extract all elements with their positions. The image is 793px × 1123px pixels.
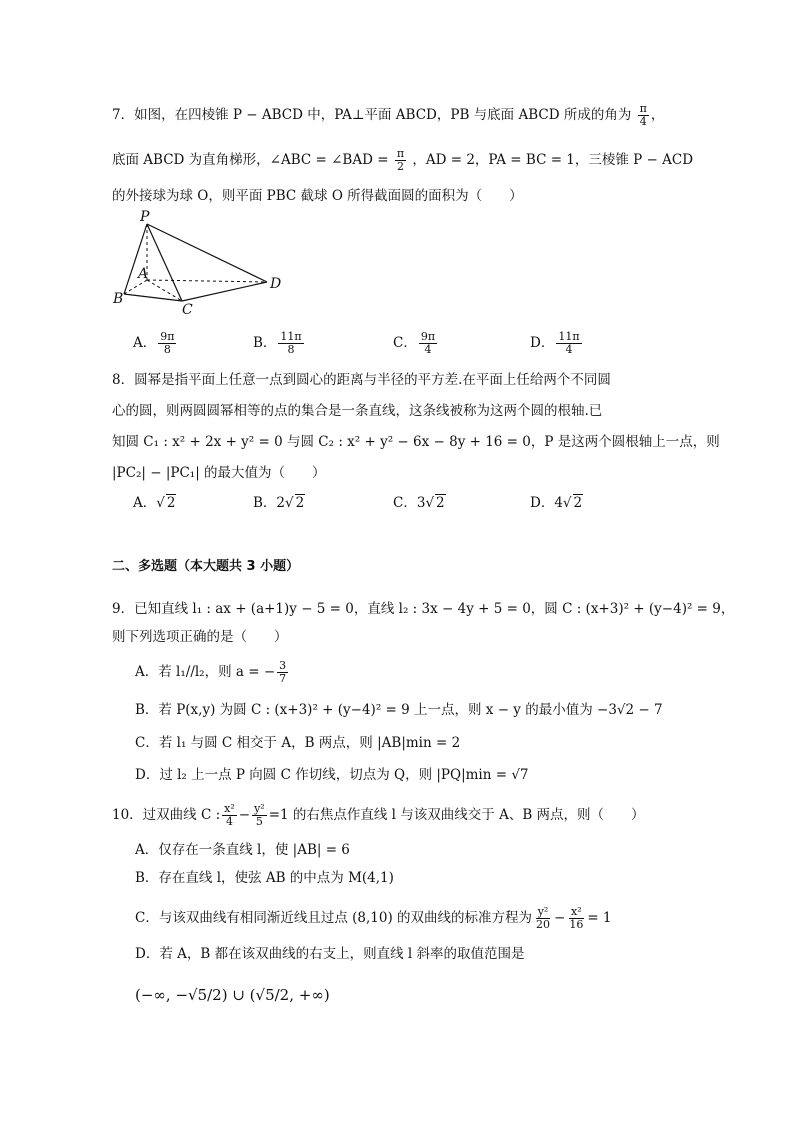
q7-line2	[112, 148, 693, 173]
q8-option-d[interactable]: D．4√ 2	[530, 495, 583, 511]
label-p: P	[140, 209, 150, 225]
q9-option-d[interactable]: D．过 l₂ 上一点 P 向圆 C 作切线，切点为 Q，则 |PQ|min = √7	[135, 767, 529, 783]
edge-ad	[147, 280, 267, 282]
q8-option-c[interactable]: C．3√ 2	[393, 495, 445, 511]
q7-line1: 7．如图，在四棱锥 P − ABCD 中，PA⊥平面 ABCD，PB 与底面 ABCD 所成的角为 $\frac{\pi}{4}$ ，	[112, 102, 665, 128]
label-c: C	[182, 302, 193, 318]
q8-line4: |PC₂| − |PC₁| 的最大值为（ ）	[112, 465, 326, 481]
q7-pyramid-figure	[110, 208, 290, 318]
q7-text2b: ，AD = 2，PA = BC = 1，三棱锥 P − ACD	[412, 152, 694, 168]
edge-pd	[147, 224, 267, 282]
q7-text1: 7．如图，在四棱锥 P − ABCD 中，PA⊥平面 ABCD，PB 与底面 ABCD 所成的角为	[112, 107, 632, 123]
q7-text2a: 底面 ABCD 为直角梯形，∠ABC = ∠BAD =	[112, 152, 389, 168]
q7-option-c[interactable]: C． $\frac{9\pi}{4}$	[393, 330, 436, 356]
q10-option-d[interactable]: D．若 A，B 都在该双曲线的右支上，则直线 l 斜率的取值范围是	[135, 946, 525, 962]
q8-line2: 心的圆，则两圆圆幂相等的点的集合是一条直线，这条线被称为这两个圆的根轴.已	[112, 403, 603, 419]
edge-pc	[147, 224, 182, 301]
label-a: A	[138, 266, 149, 282]
q9-option-b[interactable]: B．若 P(x,y) 为圆 C : (x+3)² + (y−4)² = 9 上一点，则 x − y 的最小值为 −3√2 − 7	[135, 702, 663, 718]
label-b: B	[113, 291, 124, 307]
q9-option-c[interactable]: C．若 l₁ 与圆 C 相交于 A，B 两点，则 |AB|min = 2	[135, 735, 461, 751]
edge-cd	[182, 282, 267, 301]
q8-option-a[interactable]: A．√ 2	[133, 495, 176, 511]
q9-option-a[interactable]: A．若 l₁//l₂，则 a = − $\frac{3}{7}$	[135, 659, 287, 685]
q9-line2: 则下列选项正确的是（ ）	[112, 629, 288, 645]
section2-title: 二、多选题（本大题共 3 小题）	[112, 559, 300, 574]
q7-option-a[interactable]: A． $\frac{9\pi}{8}$	[133, 330, 175, 356]
label-d: D	[270, 276, 282, 292]
q9-line1: 9．已知直线 l₁ : ax + (a+1)y − 5 = 0，直线 l₂ : 3x − 4y + 5 = 0，圆 C : (x+3)² + (y−4)² = 9，	[112, 601, 735, 617]
q10-option-b[interactable]: B．存在直线 l，使弦 AB 的中点为 M(4,1)	[135, 870, 394, 886]
q7-option-b[interactable]: B． $\frac{11\pi}{8}$	[253, 330, 302, 356]
q8-line3: 知圆 C₁ : x² + 2x + y² = 0 与圆 C₂ : x² + y² − 6x − 8y + 16 = 0，P 是这两个圆根轴上一点，则	[112, 434, 720, 450]
q8-line1: 8．圆幂是指平面上任意一点到圆心的距离与半径的平方差.在平面上任给两个不同圆	[112, 372, 611, 388]
edge-bc	[124, 294, 182, 301]
q7-option-d[interactable]: D． $\frac{11\pi}{4}$	[530, 330, 580, 356]
q10-option-a[interactable]: A．仅存在一条直线 l，使 |AB| = 6	[135, 842, 350, 858]
q7-frac-pi4: $\frac{\pi}{4}$	[639, 102, 647, 128]
q7-line3: 的外接球为球 O，则平面 PBC 截球 O 所得截面圆的面积为（ ）	[112, 188, 523, 204]
edge-pb	[124, 224, 147, 294]
q10-option-d-range: (−∞, −√5/2) ∪ (√5/2, +∞)	[135, 986, 330, 1004]
q8-option-b[interactable]: B．2√ 2	[253, 495, 305, 511]
q10-line1: 10．过双曲线 C : $\frac{\text{x²}}{4}$ − $\frac{\text{y²}}{5}$ =1 的右焦点作直线 l 与该双曲线交于 A、B 两点，则（ ）	[112, 802, 645, 828]
q7-frac-pi2: $\frac{\pi}{2}$	[396, 147, 405, 173]
q10-option-c[interactable]: C．与该双曲线有相同渐近线且过点 (8,10) 的双曲线的标准方程为 $\frac{\text{y²}}{20}$ − $\frac{\text{x²}}{16}$ = 1	[135, 905, 612, 931]
